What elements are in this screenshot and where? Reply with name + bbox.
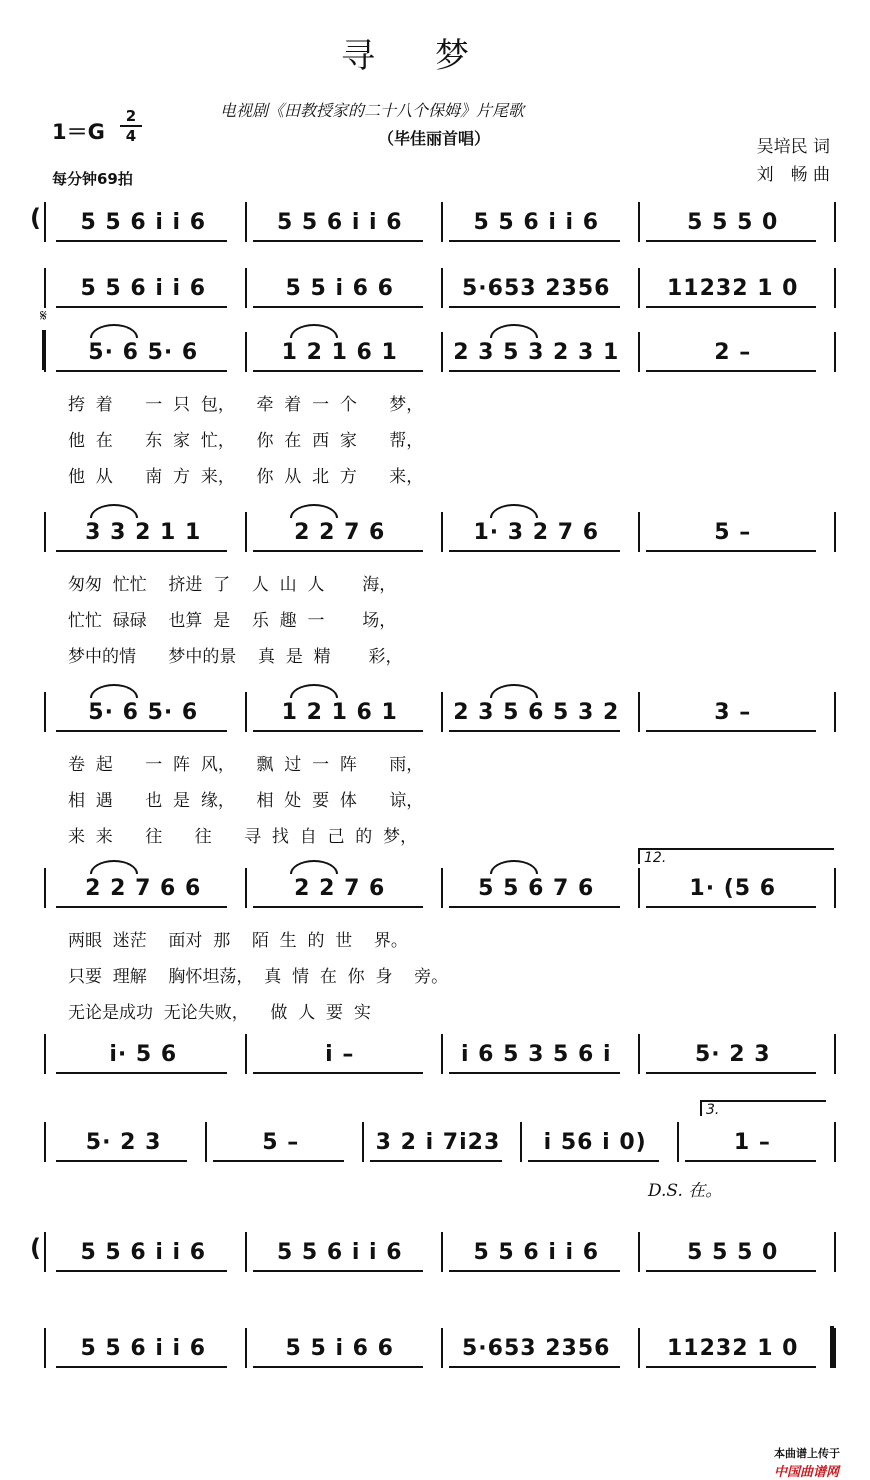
barline (638, 692, 640, 732)
barline (638, 1328, 640, 1368)
barline (834, 202, 836, 242)
notation-bar: 1 2 1 6 1 (281, 340, 398, 365)
notation-bar: 5 5 6 i i 6 (276, 1240, 403, 1265)
barline (441, 868, 443, 908)
slur-arc (490, 860, 538, 874)
lyric-line: 匆匆 忙忙 挤进 了 人 山 人 海， (68, 575, 397, 595)
slur-arc (290, 860, 338, 874)
barline (834, 692, 836, 732)
beam-underline (253, 550, 424, 552)
beam-underline (253, 1270, 424, 1272)
page-title: 寻梦 (341, 36, 529, 76)
notation-bar: 11232 1 0 (667, 1336, 799, 1361)
notation-bar: 5· 2 3 (694, 1042, 771, 1067)
key-signature: 1＝G (52, 120, 105, 144)
barline-start (44, 1328, 46, 1368)
beam-underline (646, 730, 817, 732)
lyric-line: 他 从 南 方 来， 你 从 北 方 来， (68, 467, 424, 487)
time-signature (120, 108, 142, 144)
beam-underline (56, 1270, 227, 1272)
beam-underline (56, 1366, 227, 1368)
notation-bar: 3 3 2 1 1 (85, 520, 202, 545)
beam-underline (253, 730, 424, 732)
beam-underline (253, 240, 424, 242)
barline-start (44, 692, 46, 732)
lyricist-credit: 吴培民 词 (756, 137, 830, 157)
barline-start (44, 1034, 46, 1074)
notation-bar: 1 2 1 6 1 (281, 700, 398, 725)
barline-start (44, 202, 46, 242)
beam-underline (56, 730, 227, 732)
barline (834, 268, 836, 308)
barline (245, 512, 247, 552)
notation-bar: 5·653 2356 (462, 1336, 611, 1361)
beam-underline (449, 730, 620, 732)
notation-bar: 5 5 6 i i 6 (276, 210, 403, 235)
slur-arc (90, 504, 138, 518)
notation-bar: 5 5 6 i i 6 (473, 1240, 600, 1265)
barline (245, 268, 247, 308)
notation-bar: 5 5 i 6 6 (285, 276, 394, 301)
slur-arc (490, 324, 538, 338)
slur-arc (90, 860, 138, 874)
volta-3: 3. (700, 1100, 826, 1116)
notation-bar: 5 5 6 i i 6 (80, 276, 207, 301)
notation-bar: 2 3 5 6 5 3 2 (453, 700, 620, 725)
barline (834, 332, 836, 372)
barline (638, 332, 640, 372)
notation-bar: i 6 5 3 5 6 i (460, 1042, 612, 1067)
beam-underline (56, 1072, 227, 1074)
beam-underline (646, 550, 817, 552)
notation-bar: 2 2 7 6 (294, 876, 386, 901)
notation-bar: 5 5 6 i i 6 (80, 1240, 207, 1265)
beam-underline (56, 906, 227, 908)
lyric-line: 他 在 东 家 忙， 你 在 西 家 帮， (68, 431, 424, 451)
barline (245, 1232, 247, 1272)
barline (638, 268, 640, 308)
notation-bar: 5·653 2356 (462, 276, 611, 301)
tempo-marking: 每分钟69拍 (52, 170, 133, 188)
beam-underline (528, 1160, 659, 1162)
beam-underline (685, 1160, 816, 1162)
beam-underline (449, 306, 620, 308)
notation-bar: 1· 3 2 7 6 (473, 520, 600, 545)
notation-bar: 1· (5 6 (689, 876, 777, 901)
barline (441, 512, 443, 552)
beam-underline (253, 906, 424, 908)
beam-underline (646, 906, 817, 908)
beam-underline (253, 306, 424, 308)
barline (245, 692, 247, 732)
beam-underline (370, 1160, 501, 1162)
beam-underline (646, 306, 817, 308)
intro-paren: ( (30, 204, 41, 232)
footer (766, 1432, 840, 1480)
lyric-line: 梦中的情 梦中的景 真 是 精 彩， (68, 647, 403, 667)
beam-underline (449, 1072, 620, 1074)
slur-arc (290, 504, 338, 518)
barline (441, 202, 443, 242)
beam-underline (449, 1270, 620, 1272)
meter-top: 2 (125, 107, 137, 125)
lyric-line: 挎 着 一 只 包， 牵 着 一 个 梦， (68, 395, 424, 415)
barline-start (44, 512, 46, 552)
notation-bar: 5· 6 5· 6 (88, 700, 199, 725)
barline (834, 1232, 836, 1272)
barline (677, 1122, 679, 1162)
notation-bar: i – (325, 1042, 355, 1067)
barline (245, 1034, 247, 1074)
notation-bar: 11232 1 0 (667, 276, 799, 301)
barline (834, 1328, 836, 1368)
barline (441, 1034, 443, 1074)
beam-underline (56, 306, 227, 308)
notation-bar: 2 2 7 6 (294, 520, 386, 545)
barline (441, 268, 443, 308)
volta-12: 12. (638, 848, 834, 864)
notation-bar: i· 5 6 (109, 1042, 178, 1067)
barline-start (44, 332, 46, 372)
barline (441, 1232, 443, 1272)
barline (245, 1328, 247, 1368)
beam-underline (646, 1072, 817, 1074)
beam-underline (646, 370, 817, 372)
notation-bar: 5 5 6 i i 6 (80, 210, 207, 235)
beam-underline (253, 370, 424, 372)
notation-bar: 5 5 i 6 6 (285, 1336, 394, 1361)
notation-bar: 5 5 6 7 6 (478, 876, 595, 901)
beam-underline (56, 1160, 187, 1162)
barline-start (44, 1122, 46, 1162)
beam-underline (449, 550, 620, 552)
barline (441, 692, 443, 732)
barline (638, 1034, 640, 1074)
beam-underline (253, 1366, 424, 1368)
notation-bar: 5 5 5 0 (687, 1240, 779, 1265)
barline (638, 1232, 640, 1272)
lyric-line: 无论是成功 无论失败， 做 人 要 实 (68, 1003, 371, 1023)
barline (638, 512, 640, 552)
barline (205, 1122, 207, 1162)
barline (638, 868, 640, 908)
barline (520, 1122, 522, 1162)
ds-marking: D.S. 在。 (648, 1181, 723, 1201)
beam-underline (449, 240, 620, 242)
barline-start (44, 868, 46, 908)
beam-underline (449, 370, 620, 372)
beam-underline (646, 1270, 817, 1272)
barline (834, 1122, 836, 1162)
notation-bar: 2 3 5 3 2 3 1 (453, 340, 620, 365)
segno-mark: 𝄋 (40, 306, 47, 325)
barline (834, 868, 836, 908)
beam-underline (56, 550, 227, 552)
notation-bar: 3 – (714, 700, 752, 725)
footer-brand: 中国曲谱网 (774, 1465, 840, 1480)
notation-bar: 2 2 7 6 6 (85, 876, 202, 901)
lyric-line: 只要 理解 胸怀坦荡， 真 情 在 你 身 旁。 (68, 967, 449, 987)
composer-credit: 刘 畅 曲 (756, 165, 830, 185)
beam-underline (449, 1366, 620, 1368)
notation-bar: 5 5 6 i i 6 (473, 210, 600, 235)
beam-underline (253, 1072, 424, 1074)
slur-arc (290, 684, 338, 698)
notation-bar: 5 – (714, 520, 752, 545)
barline (362, 1122, 364, 1162)
footer-text: 本曲谱上传于 (774, 1447, 840, 1460)
slur-arc (90, 324, 138, 338)
meter-bottom: 4 (125, 127, 137, 145)
beam-underline (56, 370, 227, 372)
barline (834, 1034, 836, 1074)
barline-start (44, 268, 46, 308)
notation-bar: 5· 2 3 (85, 1130, 162, 1155)
slur-arc (290, 324, 338, 338)
notation-bar: 1 – (733, 1130, 771, 1155)
beam-underline (449, 906, 620, 908)
barline (441, 332, 443, 372)
notation-bar: 3 2 i 7i23 (375, 1130, 501, 1155)
notation-bar: 2 – (714, 340, 752, 365)
beam-underline (56, 240, 227, 242)
notation-bar: 5 5 5 0 (687, 210, 779, 235)
beam-underline (646, 240, 817, 242)
barline (638, 202, 640, 242)
barline (245, 202, 247, 242)
lyric-line: 相 遇 也 是 缘， 相 处 要 体 谅， (68, 791, 424, 811)
notation-bar: 5· 6 5· 6 (88, 340, 199, 365)
barline (245, 868, 247, 908)
barline (441, 1328, 443, 1368)
beam-underline (646, 1366, 817, 1368)
notation-bar: i 56 i 0) (543, 1130, 647, 1155)
notation-bar: 5 – (262, 1130, 300, 1155)
lyric-line: 忙忙 碌碌 也算 是 乐 趣 一 场， (68, 611, 397, 631)
lyric-line: 卷 起 一 阵 风， 飘 过 一 阵 雨， (68, 755, 424, 775)
slur-arc (90, 684, 138, 698)
singer-credit: （毕佳丽首唱） (378, 129, 491, 148)
final-barline (830, 1326, 834, 1368)
beam-underline (213, 1160, 344, 1162)
intro-paren: ( (30, 1234, 41, 1262)
barline-start (44, 1232, 46, 1272)
lyric-line: 两眼 迷茫 面对 那 陌 生 的 世 界。 (68, 931, 408, 951)
slur-arc (490, 684, 538, 698)
notation-bar: 5 5 6 i i 6 (80, 1336, 207, 1361)
slur-arc (490, 504, 538, 518)
barline (834, 512, 836, 552)
lyric-line: 来 来 往 往 寻 找 自 己 的 梦， (68, 827, 418, 847)
barline (245, 332, 247, 372)
subtitle: 电视剧《田教授家的二十八个保姆》片尾歌 (220, 101, 525, 120)
